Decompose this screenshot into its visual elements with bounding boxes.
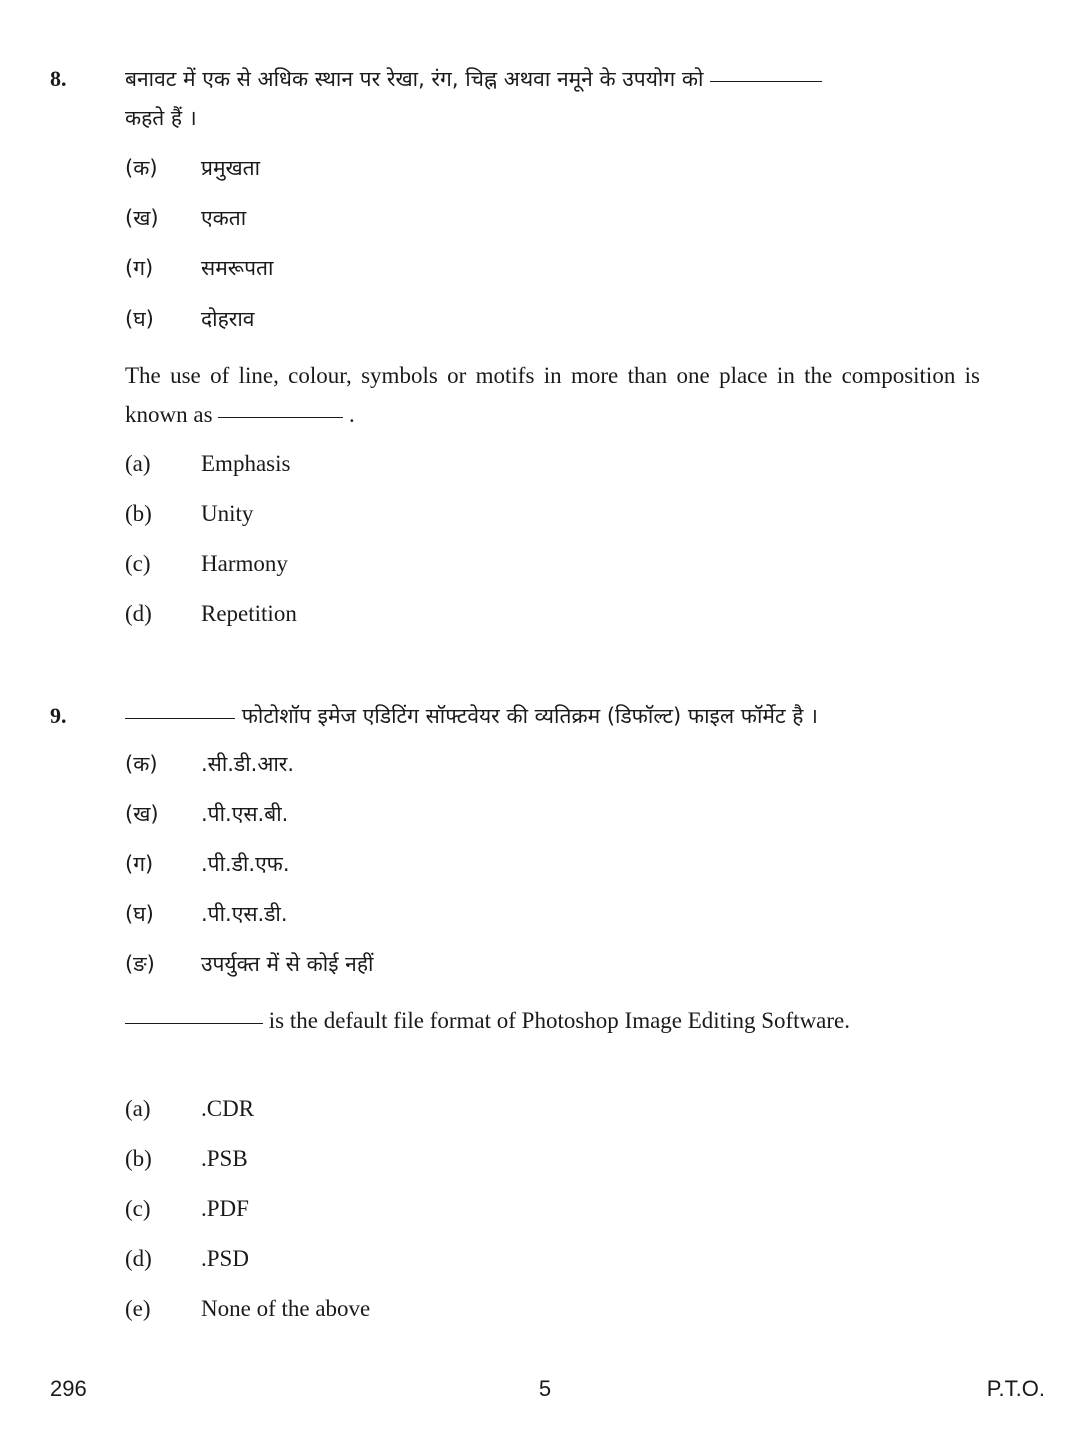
q8-english-stem-end: . bbox=[349, 402, 355, 427]
paper-code: 296 bbox=[50, 1376, 87, 1401]
page-number: 5 bbox=[538, 1376, 552, 1401]
q9-hindi-stem-text: फोटोशॉप इमेज एडिटिंग सॉफ्टवेयर की व्यतिक्रम (डिफॉल्ट) फाइल फॉर्मेट है । bbox=[241, 704, 819, 728]
q8-hindi-stem-start: बनावट में एक से अधिक स्थान पर रेखा, रंग, चिह्न अथवा नमूने के उपयोग को bbox=[125, 67, 704, 91]
q9-hindi-stem bbox=[125, 697, 980, 736]
answer-blank bbox=[125, 1022, 263, 1024]
answer-blank bbox=[125, 717, 235, 719]
answer-blank bbox=[218, 416, 343, 418]
please-turn-over: P.T.O. bbox=[986, 1376, 1045, 1401]
answer-blank bbox=[710, 80, 822, 82]
q9-english-stem-text: is the default file format of Photoshop Image Editing Software. bbox=[268, 1008, 851, 1033]
q8-english-stem-start: The use of line, colour, symbols or motifs in more than one place in the composition is known as bbox=[125, 363, 980, 427]
q8-hindi-stem bbox=[125, 60, 980, 138]
q8-hindi-stem-end: कहते हैं । bbox=[125, 106, 197, 130]
q9-english-stem bbox=[125, 1001, 980, 1040]
question-number-8: 8. bbox=[50, 66, 67, 91]
q8-english-stem bbox=[125, 356, 980, 434]
question-number-9: 9. bbox=[50, 703, 67, 728]
